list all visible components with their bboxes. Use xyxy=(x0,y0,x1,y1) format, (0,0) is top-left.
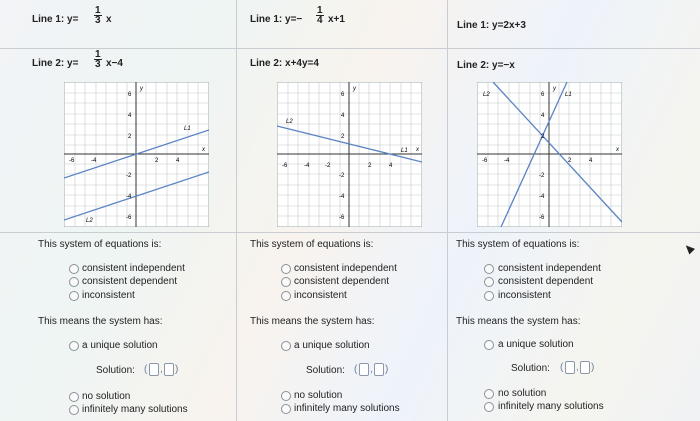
y-axis-label: y xyxy=(353,86,356,92)
tick-label: 4 xyxy=(341,113,345,119)
option-inconsistent-label[interactable]: inconsistent xyxy=(498,290,551,301)
solution-close-paren: ) xyxy=(175,364,179,375)
line1-equation-suffix: x xyxy=(106,14,112,25)
line-label-l2: L2 xyxy=(483,92,490,98)
no-solution-label[interactable]: no solution xyxy=(498,388,547,399)
solution-count-question: This means the system has: xyxy=(38,316,163,327)
unique-solution-label[interactable]: a unique solution xyxy=(82,340,158,351)
solution-label: Solution: xyxy=(96,365,135,376)
system-column-3 xyxy=(447,0,700,421)
option-inconsistent-radio[interactable] xyxy=(281,291,291,301)
option-consistent-independent-label[interactable]: consistent independent xyxy=(294,263,397,274)
solution-open-paren: ( xyxy=(560,362,564,373)
tick-label: 2 xyxy=(341,134,345,140)
tick-label: 6 xyxy=(341,92,345,98)
option-inconsistent-radio[interactable] xyxy=(69,291,79,301)
option-consistent-dependent-label[interactable]: consistent dependent xyxy=(82,276,178,287)
tick-label: -6 xyxy=(282,163,288,169)
infinitely-many-radio[interactable] xyxy=(281,404,291,414)
solution-comma: , xyxy=(576,362,579,373)
line2-equation-suffix: x−4 xyxy=(106,58,123,69)
coordinate-graph-3 xyxy=(477,82,622,227)
option-consistent-dependent-radio[interactable] xyxy=(281,277,291,287)
line-label-l2: L2 xyxy=(286,119,293,125)
line1-fraction-numerator: 1 xyxy=(95,5,101,16)
solution-count-question: This means the system has: xyxy=(456,316,581,327)
tick-label: -6 xyxy=(126,215,132,221)
tick-label: 2 xyxy=(368,163,372,169)
line1-equation: Line 1: y=2x+3 xyxy=(457,20,526,31)
tick-label: 6 xyxy=(128,92,132,98)
line-label-l1: L1 xyxy=(401,148,408,154)
system-type-question: This system of equations is: xyxy=(456,239,580,250)
no-solution-radio[interactable] xyxy=(281,391,291,401)
y-axis-label: y xyxy=(140,86,143,92)
infinitely-many-label[interactable]: infinitely many solutions xyxy=(294,403,400,414)
unique-solution-label[interactable]: a unique solution xyxy=(294,340,370,351)
x-axis-label: x xyxy=(616,147,619,153)
unique-solution-radio[interactable] xyxy=(69,341,79,351)
system-type-question: This system of equations is: xyxy=(38,239,162,250)
solution-x-input[interactable] xyxy=(149,363,159,376)
tick-label: 2 xyxy=(155,158,159,164)
tick-label: -6 xyxy=(69,158,75,164)
option-consistent-dependent-label[interactable]: consistent dependent xyxy=(294,276,390,287)
tick-label: -6 xyxy=(482,158,488,164)
line1-fraction-denominator: 4 xyxy=(317,15,323,26)
solution-count-question: This means the system has: xyxy=(250,316,375,327)
solution-close-paren: ) xyxy=(385,364,389,375)
tick-label: 4 xyxy=(389,163,393,169)
option-consistent-dependent-radio[interactable] xyxy=(484,277,494,287)
system-type-question: This system of equations is: xyxy=(250,239,374,250)
tick-label: -6 xyxy=(339,215,345,221)
tick-label: -4 xyxy=(91,158,97,164)
system-column-1 xyxy=(0,0,236,421)
option-consistent-independent-radio[interactable] xyxy=(484,264,494,274)
tick-label: -4 xyxy=(504,158,510,164)
solution-y-input[interactable] xyxy=(374,363,384,376)
option-consistent-independent-radio[interactable] xyxy=(281,264,291,274)
solution-label: Solution: xyxy=(306,365,345,376)
solution-comma: , xyxy=(160,364,163,375)
tick-label: -6 xyxy=(539,215,545,221)
line1-equation-suffix: x+1 xyxy=(328,14,345,25)
tick-label: -4 xyxy=(126,194,132,200)
line1-fraction-denominator: 3 xyxy=(95,15,101,26)
option-consistent-dependent-radio[interactable] xyxy=(69,277,79,287)
line-label-l1: L1 xyxy=(184,126,191,132)
no-solution-radio[interactable] xyxy=(69,392,79,402)
solution-comma: , xyxy=(370,364,373,375)
tick-label: -2 xyxy=(325,163,331,169)
x-axis-label: x xyxy=(202,147,205,153)
line2-fraction-numerator: 1 xyxy=(95,49,101,60)
option-consistent-independent-label[interactable]: consistent independent xyxy=(82,263,185,274)
solution-open-paren: ( xyxy=(354,364,358,375)
solution-x-input[interactable] xyxy=(565,361,575,374)
infinitely-many-radio[interactable] xyxy=(484,402,494,412)
line1-equation-prefix: Line 1: y=− xyxy=(250,14,303,25)
tick-label: -4 xyxy=(304,163,310,169)
line1-fraction-numerator: 1 xyxy=(317,5,323,16)
unique-solution-radio[interactable] xyxy=(281,341,291,351)
infinitely-many-radio[interactable] xyxy=(69,405,79,415)
line2-equation-prefix: Line 2: y= xyxy=(32,58,79,69)
system-column-2 xyxy=(236,0,447,421)
line1-fraction xyxy=(316,6,324,25)
no-solution-label[interactable]: no solution xyxy=(294,390,343,401)
option-consistent-independent-label[interactable]: consistent independent xyxy=(498,263,601,274)
no-solution-label[interactable]: no solution xyxy=(82,391,131,402)
line1-fraction xyxy=(94,6,102,25)
unique-solution-label[interactable]: a unique solution xyxy=(498,339,574,350)
tick-label: 2 xyxy=(568,158,572,164)
infinitely-many-label[interactable]: infinitely many solutions xyxy=(498,401,604,412)
solution-y-input[interactable] xyxy=(580,361,590,374)
solution-open-paren: ( xyxy=(144,364,148,375)
line2-fraction-denominator: 3 xyxy=(95,59,101,70)
x-axis-label: x xyxy=(416,147,419,153)
coordinate-graph-2 xyxy=(277,82,422,227)
option-inconsistent-label[interactable]: inconsistent xyxy=(82,290,135,301)
tick-label: -2 xyxy=(339,173,345,179)
tick-label: 2 xyxy=(541,134,545,140)
tick-label: -2 xyxy=(539,173,545,179)
line-label-l1: L1 xyxy=(565,92,572,98)
tick-label: 4 xyxy=(176,158,180,164)
tick-label: 4 xyxy=(589,158,593,164)
line1-equation-prefix: Line 1: y= xyxy=(32,14,79,25)
solution-label: Solution: xyxy=(511,363,550,374)
coordinate-graph-1 xyxy=(64,82,209,227)
option-consistent-dependent-label[interactable]: consistent dependent xyxy=(498,276,594,287)
option-consistent-independent-radio[interactable] xyxy=(69,264,79,274)
tick-label: 2 xyxy=(128,134,132,140)
solution-x-input[interactable] xyxy=(359,363,369,376)
tick-label: 6 xyxy=(541,92,545,98)
line2-fraction xyxy=(94,50,102,69)
option-inconsistent-radio[interactable] xyxy=(484,291,494,301)
option-inconsistent-label[interactable]: inconsistent xyxy=(294,290,347,301)
y-axis-label: y xyxy=(553,86,556,92)
unique-solution-radio[interactable] xyxy=(484,340,494,350)
infinitely-many-label[interactable]: infinitely many solutions xyxy=(82,404,188,415)
no-solution-radio[interactable] xyxy=(484,389,494,399)
line2-equation: Line 2: y=−x xyxy=(457,60,515,71)
tick-label: 4 xyxy=(541,113,545,119)
tick-label: -4 xyxy=(539,194,545,200)
line-label-l2: L2 xyxy=(86,218,93,224)
tick-label: -2 xyxy=(126,173,132,179)
solution-close-paren: ) xyxy=(591,362,595,373)
solution-y-input[interactable] xyxy=(164,363,174,376)
tick-label: -4 xyxy=(339,194,345,200)
tick-label: 4 xyxy=(128,113,132,119)
line2-equation: Line 2: x+4y=4 xyxy=(250,58,319,69)
